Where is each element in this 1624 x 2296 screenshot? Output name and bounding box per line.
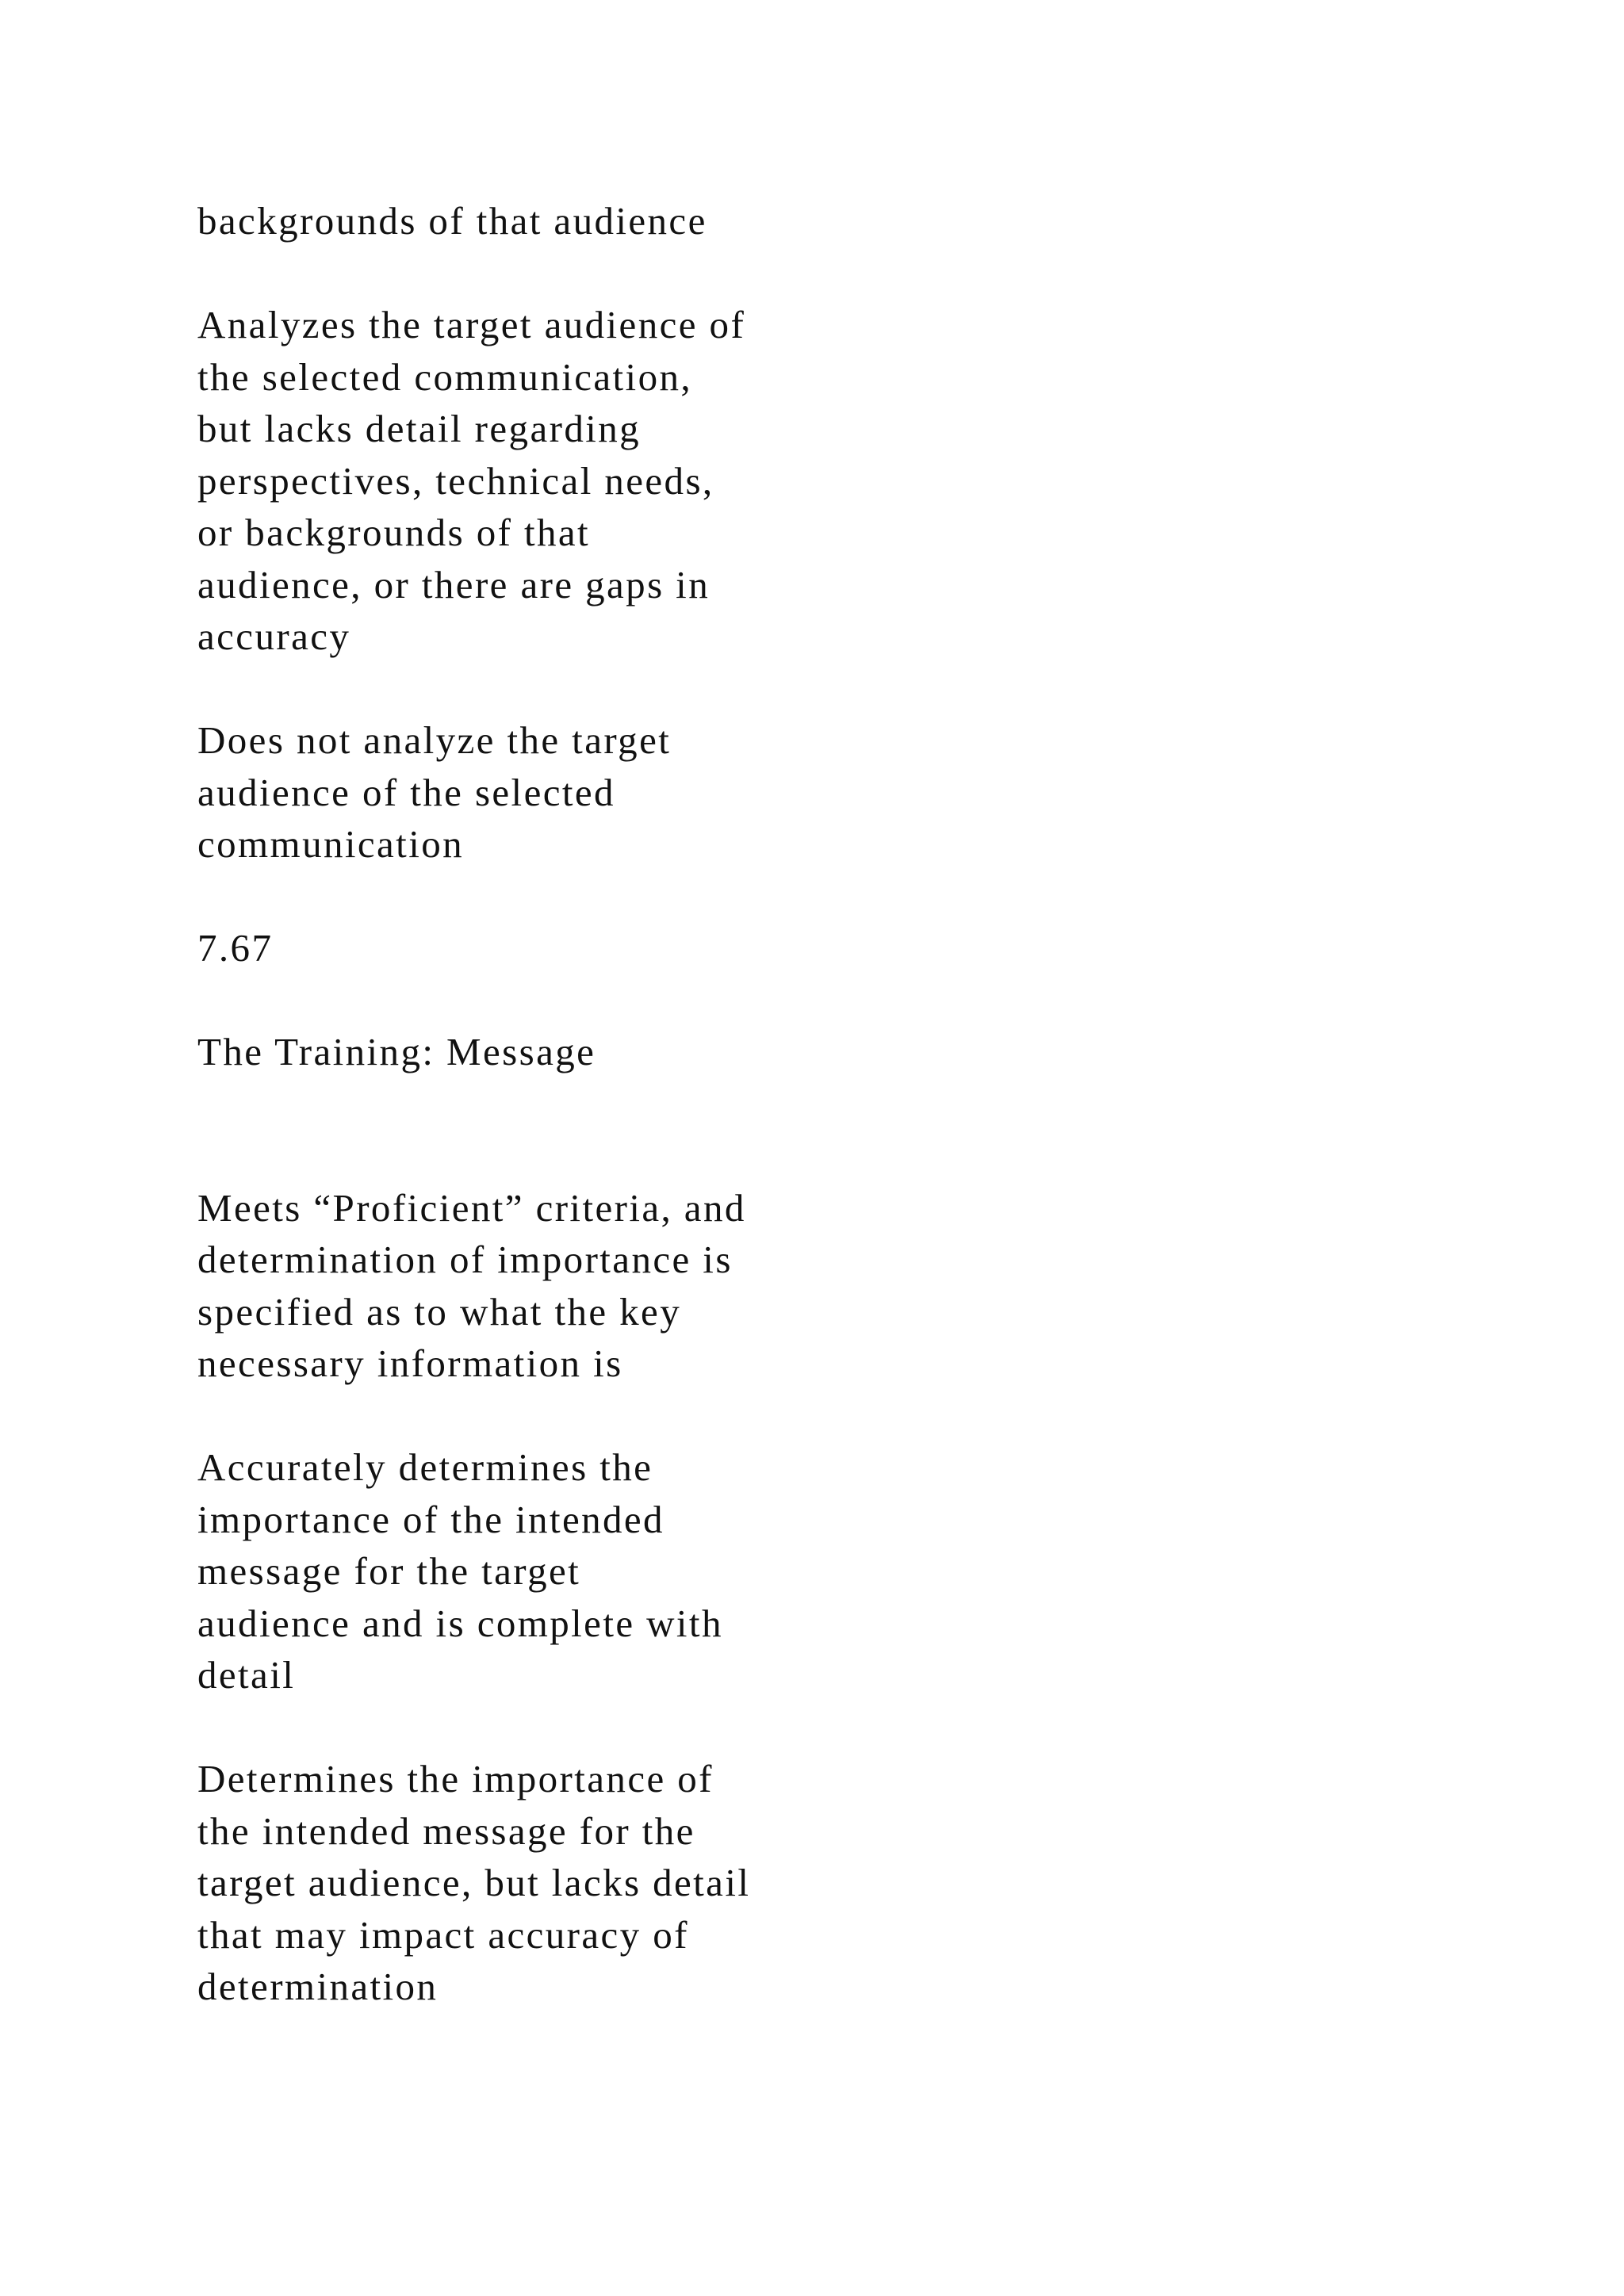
paragraph-accurately-determines-importance: Accurately determines the importance of the intended message for the target audience and is complete with detail [197, 1445, 723, 1697]
score-value: 7.67 [197, 926, 274, 970]
paragraph-does-not-analyze-audience: Does not analyze the target audience of the selected communication [197, 718, 672, 866]
text-column [197, 195, 848, 2064]
paragraph-audience-backgrounds: backgrounds of that audience [197, 199, 707, 243]
paragraph-analyzes-audience-lacks-detail: Analyzes the target audience of the selected communication, but lacks detail regarding perspectives, technical needs, or backgrounds of that audience, or there are gaps in accuracy [197, 303, 746, 658]
paragraph-meets-proficient-criteria: Meets “Proficient” criteria, and determination of importance is specified as to what the key necessary information is [197, 1185, 746, 1385]
paragraph-determines-importance-lacks-detail: Determines the importance of the intended message for the target audience, but lacks detail that may impact accuracy of determination [197, 1757, 751, 2008]
section-heading-training-message: The Training: Message [197, 1030, 596, 1073]
